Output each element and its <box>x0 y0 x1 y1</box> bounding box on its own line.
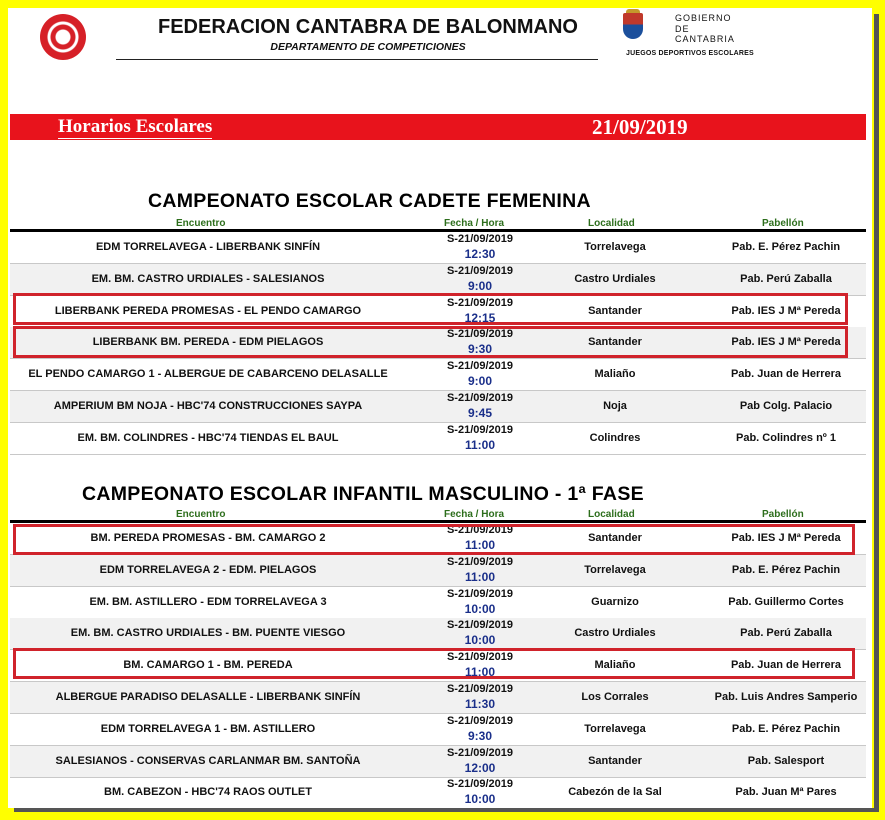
location-cell: Guarnizo <box>591 595 639 608</box>
venue-cell: Pab. Salesport <box>747 754 825 767</box>
table-row <box>10 232 866 264</box>
col-head-match-2: Encuentro <box>176 509 226 520</box>
date-cell: S-21/09/2019 <box>446 746 514 759</box>
match-cell: SALESIANOS - CONSERVAS CARLANMAR BM. SANTOÑA <box>55 754 361 767</box>
venue-cell: Pab. Luis Andres Samperio <box>714 691 858 703</box>
date-cell: S-21/09/2019 <box>446 328 514 341</box>
time-cell: 10:00 <box>464 601 496 616</box>
location-cell: Torrelavega <box>584 563 646 576</box>
section-title-infantil: CAMPEONATO ESCOLAR INFANTIL MASCULINO - 1ª FASE <box>82 483 644 505</box>
col-head-location-2: Localidad <box>588 509 635 520</box>
time-cell: 10:00 <box>464 792 496 807</box>
location-cell: Torrelavega <box>584 722 646 735</box>
date-cell: S-21/09/2019 <box>446 524 514 536</box>
red-banner <box>10 114 866 140</box>
title-underline <box>116 59 598 60</box>
match-cell: BM. PEREDA PROMESAS - BM. CAMARGO 2 <box>90 532 326 544</box>
table-row <box>10 359 866 391</box>
venue-cell: Pab. Perú Zaballa <box>740 627 832 640</box>
venue-cell: Pab. E. Pérez Pachin <box>731 241 841 253</box>
date-cell: S-21/09/2019 <box>446 296 514 309</box>
location-cell: Torrelavega <box>584 241 646 253</box>
location-cell: Maliaño <box>594 368 636 381</box>
time-cell: 12:15 <box>464 310 496 325</box>
col-head-venue: Pabellón <box>762 218 804 229</box>
table-row <box>10 423 866 455</box>
time-cell: 11:30 <box>464 697 496 711</box>
cantabria-shield-icon <box>623 13 643 39</box>
gobierno-line-2: DE <box>675 23 690 34</box>
match-cell: EM. BM. CASTRO URDIALES - SALESIANOS <box>91 272 325 285</box>
time-cell: 9:30 <box>467 728 493 743</box>
time-cell: 11:00 <box>464 665 496 680</box>
date-cell: S-21/09/2019 <box>446 651 514 664</box>
highlight-box <box>13 293 848 325</box>
gobierno-cantabria-text <box>675 13 735 45</box>
time-cell: 12:30 <box>464 247 496 261</box>
time-cell: 9:00 <box>467 374 493 389</box>
venue-cell: Pab. Colindres nº 1 <box>736 431 836 444</box>
location-cell: Cabezón de la Sal <box>568 786 662 799</box>
gobierno-line-3: CANTABRIA <box>675 34 735 44</box>
time-cell: 10:00 <box>464 633 496 648</box>
venue-cell: Pab. Guillermo Cortes <box>728 595 844 608</box>
col-head-location: Localidad <box>588 218 635 229</box>
location-cell: Santander <box>588 754 642 767</box>
banner-title: Horarios Escolares <box>58 116 213 137</box>
location-cell: Santander <box>588 336 642 349</box>
table-row <box>10 682 866 714</box>
table-row <box>10 264 866 296</box>
time-cell: 11:00 <box>464 437 496 452</box>
venue-cell: Pab. IES J Mª Pereda <box>731 304 841 317</box>
match-cell: LIBERBANK PEREDA PROMESAS - EL PENDO CAMARGO <box>54 304 362 317</box>
date-cell: S-21/09/2019 <box>446 619 514 632</box>
venue-cell: Pab. IES J Mª Pereda <box>731 336 841 349</box>
date-cell: S-21/09/2019 <box>446 423 514 436</box>
match-cell: EDM TORRELAVEGA - LIBERBANK SINFÍN <box>95 241 321 253</box>
location-cell: Maliaño <box>594 659 636 672</box>
col-head-venue-2: Pabellón <box>762 509 804 520</box>
match-cell: BM. CAMARGO 1 - BM. PEREDA <box>123 659 293 672</box>
time-cell: 9:45 <box>467 406 493 420</box>
time-cell: 12:00 <box>464 760 496 775</box>
venue-cell: Pab. Juan de Herrera <box>730 659 842 672</box>
federation-logo <box>40 14 86 60</box>
date-cell: S-21/09/2019 <box>446 714 514 727</box>
table-row <box>10 391 866 423</box>
date-cell: S-21/09/2019 <box>446 264 514 277</box>
location-cell: Santander <box>588 304 642 317</box>
date-cell: S-21/09/2019 <box>446 233 514 245</box>
date-cell: S-21/09/2019 <box>446 555 514 568</box>
location-cell: Colindres <box>589 431 641 444</box>
match-cell: AMPERIUM BM NOJA - HBC'74 CONSTRUCCIONES SAYPA <box>53 400 363 412</box>
highlight-box <box>13 648 855 679</box>
table-row <box>10 587 866 619</box>
col-head-datetime: Fecha / Hora <box>444 218 505 229</box>
match-cell: EL PENDO CAMARGO 1 - ALBERGUE DE CABARCENO DELASALLE <box>28 368 388 381</box>
table-row <box>10 714 866 746</box>
venue-cell: Pab. Juan de Herrera <box>730 368 842 381</box>
venue-cell: Pab Colg. Palacio <box>739 400 833 412</box>
location-cell: Castro Urdiales <box>574 272 656 285</box>
location-cell: Castro Urdiales <box>574 627 656 640</box>
location-cell: Los Corrales <box>581 691 649 703</box>
section-title-cadete: CAMPEONATO ESCOLAR CADETE FEMENINA <box>148 190 591 212</box>
time-cell: 11:00 <box>464 569 496 584</box>
time-cell: 9:30 <box>467 342 493 357</box>
time-cell: 11:00 <box>464 538 496 552</box>
page-shadow-right <box>874 14 879 812</box>
date-cell: S-21/09/2019 <box>446 392 514 404</box>
match-cell: EDM TORRELAVEGA 2 - EDM. PIELAGOS <box>99 563 317 576</box>
match-cell: EM. BM. ASTILLERO - EDM TORRELAVEGA 3 <box>89 595 327 608</box>
page-shadow-bottom <box>14 808 879 812</box>
date-cell: S-21/09/2019 <box>446 587 514 600</box>
match-cell: BM. CABEZON - HBC'74 RAOS OUTLET <box>104 786 312 799</box>
table-row <box>10 618 866 650</box>
banner-date: 21/09/2019 <box>592 115 688 139</box>
location-cell: Noja <box>603 400 627 412</box>
date-cell: S-21/09/2019 <box>446 778 514 791</box>
schedule-page <box>8 8 872 808</box>
venue-cell: Pab. Perú Zaballa <box>740 272 832 285</box>
time-cell: 9:00 <box>467 278 493 293</box>
juegos-deportivos-label: JUEGOS DEPORTIVOS ESCOLARES <box>626 50 754 57</box>
location-cell: Santander <box>588 532 642 544</box>
gobierno-line-1: GOBIERNO <box>675 13 732 23</box>
table-row <box>10 746 866 778</box>
venue-cell: Pab. E. Pérez Pachin <box>731 722 841 735</box>
match-cell: EM. BM. CASTRO URDIALES - BM. PUENTE VIESGO <box>70 627 346 640</box>
match-cell: EDM TORRELAVEGA 1 - BM. ASTILLERO <box>100 722 316 735</box>
col-head-match: Encuentro <box>176 218 226 229</box>
match-cell: LIBERBANK BM. PEREDA - EDM PIELAGOS <box>92 336 324 349</box>
venue-cell: Pab. IES J Mª Pereda <box>731 532 841 544</box>
highlight-box <box>13 326 848 358</box>
match-cell: EM. BM. COLINDRES - HBC'74 TIENDAS EL BAUL <box>77 431 339 444</box>
table-row <box>10 555 866 587</box>
table-row <box>10 777 866 808</box>
venue-cell: Pab. E. Pérez Pachin <box>731 563 841 576</box>
venue-cell: Pab. Juan Mª Pares <box>735 786 837 799</box>
highlight-box <box>13 524 855 555</box>
date-cell: S-21/09/2019 <box>446 683 514 695</box>
col-head-datetime-2: Fecha / Hora <box>444 509 505 520</box>
federation-title: FEDERACION CANTABRA DE BALONMANO <box>158 16 578 38</box>
match-cell: ALBERGUE PARADISO DELASALLE - LIBERBANK SINFÍN <box>55 691 361 703</box>
department-subtitle: DEPARTAMENTO DE COMPETICIONES <box>270 41 466 53</box>
date-cell: S-21/09/2019 <box>446 360 514 373</box>
